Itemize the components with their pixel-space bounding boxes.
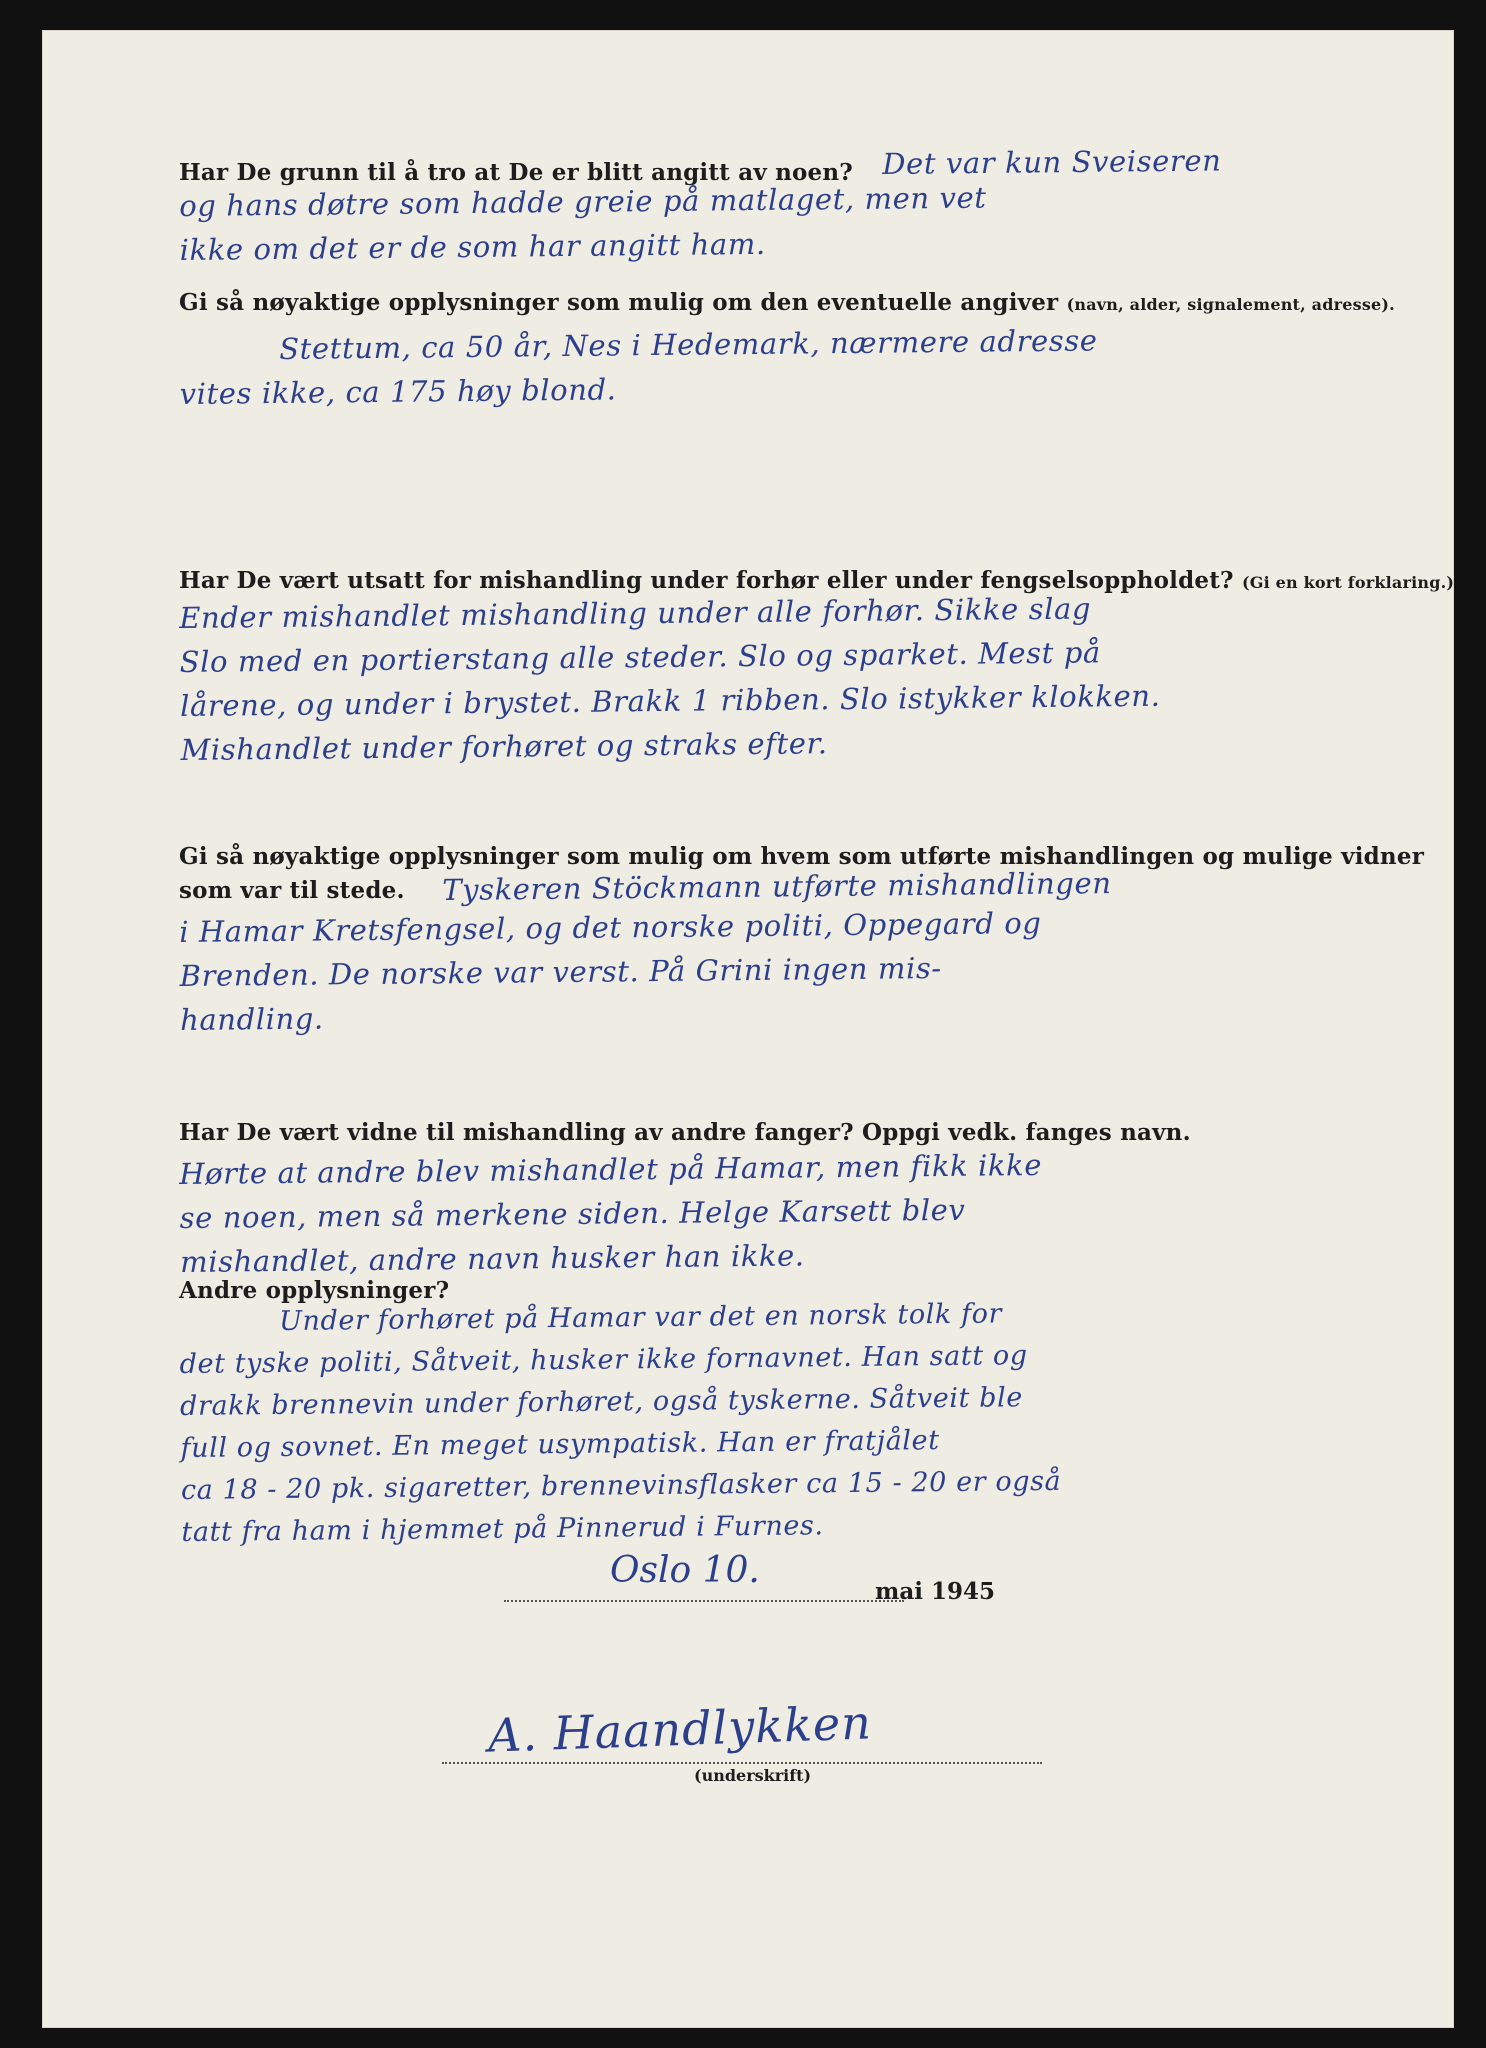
signature: A. Haandlykken: [487, 1695, 873, 1763]
question-6: Andre opplysninger?: [179, 1277, 450, 1304]
answer-5: [179, 1138, 1470, 1284]
signature-label: (underskrift): [694, 1766, 812, 1785]
answer-6: [179, 1288, 1472, 1553]
answer-3-line-4: Mishandlet under forhøret og straks efter.: [180, 726, 828, 767]
answer-6-line-2: det tyske politi, Såtveit, husker ikke fornavnet. Han satt og: [179, 1340, 1028, 1380]
answer-5-line-3: mishandlet, andre navn husker han ikke.: [179, 1238, 805, 1279]
document-page: [42, 30, 1454, 2028]
answer-3-line-2: Slo med en portierstang alle steder. Slo og sparket. Mest på: [179, 635, 1101, 679]
question-1: Har De grunn til å tro at De er blitt angitt av noen?: [179, 159, 853, 186]
date-printed: mai 1945: [875, 1578, 995, 1605]
bleed-through-text: [862, 370, 872, 403]
answer-4-line-1: Tyskeren Stöckmann utførte mishandlingen: [442, 865, 1112, 907]
answer-3-line-1: Ender mishandlet mishandling under alle forhør. Sikke slag: [179, 591, 1092, 635]
signature-dotted-line: [442, 1762, 1042, 1764]
question-3: Har De vært utsatt for mishandling under forhør eller under fengselsoppholdet? (Gi en kort forklaring.): [179, 567, 1455, 594]
answer-4-line-2: i Hamar Kretsfengsel, og det norske politi, Oppegard og: [179, 905, 1042, 949]
answer-2-line-2: vites ikke, ca 175 høy blond.: [179, 372, 617, 411]
answer-1-line-1: Det var kun Sveiseren: [882, 143, 1222, 181]
question-2-note: (navn, alder, signalement, adresse).: [1066, 295, 1395, 314]
answer-4-line-4: handling.: [179, 1001, 324, 1037]
question-2: Gi så nøyaktige opplysninger som mulig om den eventuelle angiver (navn, alder, signalement, adresse).: [179, 289, 1395, 316]
question-3-note: (Gi en kort forklaring.): [1241, 573, 1455, 592]
answer-6-line-1: Under forhøret på Hamar var det en norsk tolk for: [279, 1298, 1003, 1337]
question-4-line-2: som var til stede.: [179, 877, 405, 904]
answer-6-line-6: tatt fra ham i hjemmet på Pinnerud i Furnes.: [181, 1510, 824, 1548]
answer-5-line-1: Hørte at andre blev mishandlet på Hamar, men fikk ikke: [179, 1147, 1043, 1191]
answer-4: [179, 896, 1470, 1042]
answer-5-line-2: se noen, men så merkene siden. Helge Karsett blev: [179, 1192, 966, 1235]
date-handwritten: Oslo 10.: [610, 1550, 760, 1591]
answer-6-line-3: drakk brennevin under forhøret, også tyskerne. Såtveit ble: [179, 1382, 1024, 1422]
answer-2-line-1: Stettum, ca 50 år, Nes i Hedemark, nærmere adresse: [279, 323, 1098, 366]
answer-2: [179, 314, 1470, 416]
question-4-line-1: Gi så nøyaktige opplysninger som mulig om hvem som utførte mishandlingen og mulige vidner: [179, 843, 1425, 870]
answer-3: [179, 582, 1471, 771]
answer-1-line-2: og hans døtre som hadde greie på matlaget, men vet: [179, 180, 987, 223]
answer-4-line-3: Brenden. De norske var verst. På Grini ingen mis-: [179, 951, 942, 993]
answer-6-line-5: ca 18 - 20 pk. sigaretter, brennevinsflasker ca 15 - 20 er også: [180, 1465, 1062, 1506]
date-dotted-line: [504, 1600, 904, 1602]
answer-3-line-3: lårene, og under i brystet. Brakk 1 ribben. Slo istykker klokken.: [179, 678, 1161, 723]
answer-1-line-3: ikke om det er de som har angitt ham.: [179, 226, 766, 267]
answer-6-line-4: full og sovnet. En meget usympatisk. Han er fratjålet: [180, 1425, 940, 1464]
answer-1: [179, 170, 1470, 272]
question-5: Har De vært vidne til mishandling av andre fanger? Oppgi vedk. fanges navn.: [179, 1119, 1191, 1146]
